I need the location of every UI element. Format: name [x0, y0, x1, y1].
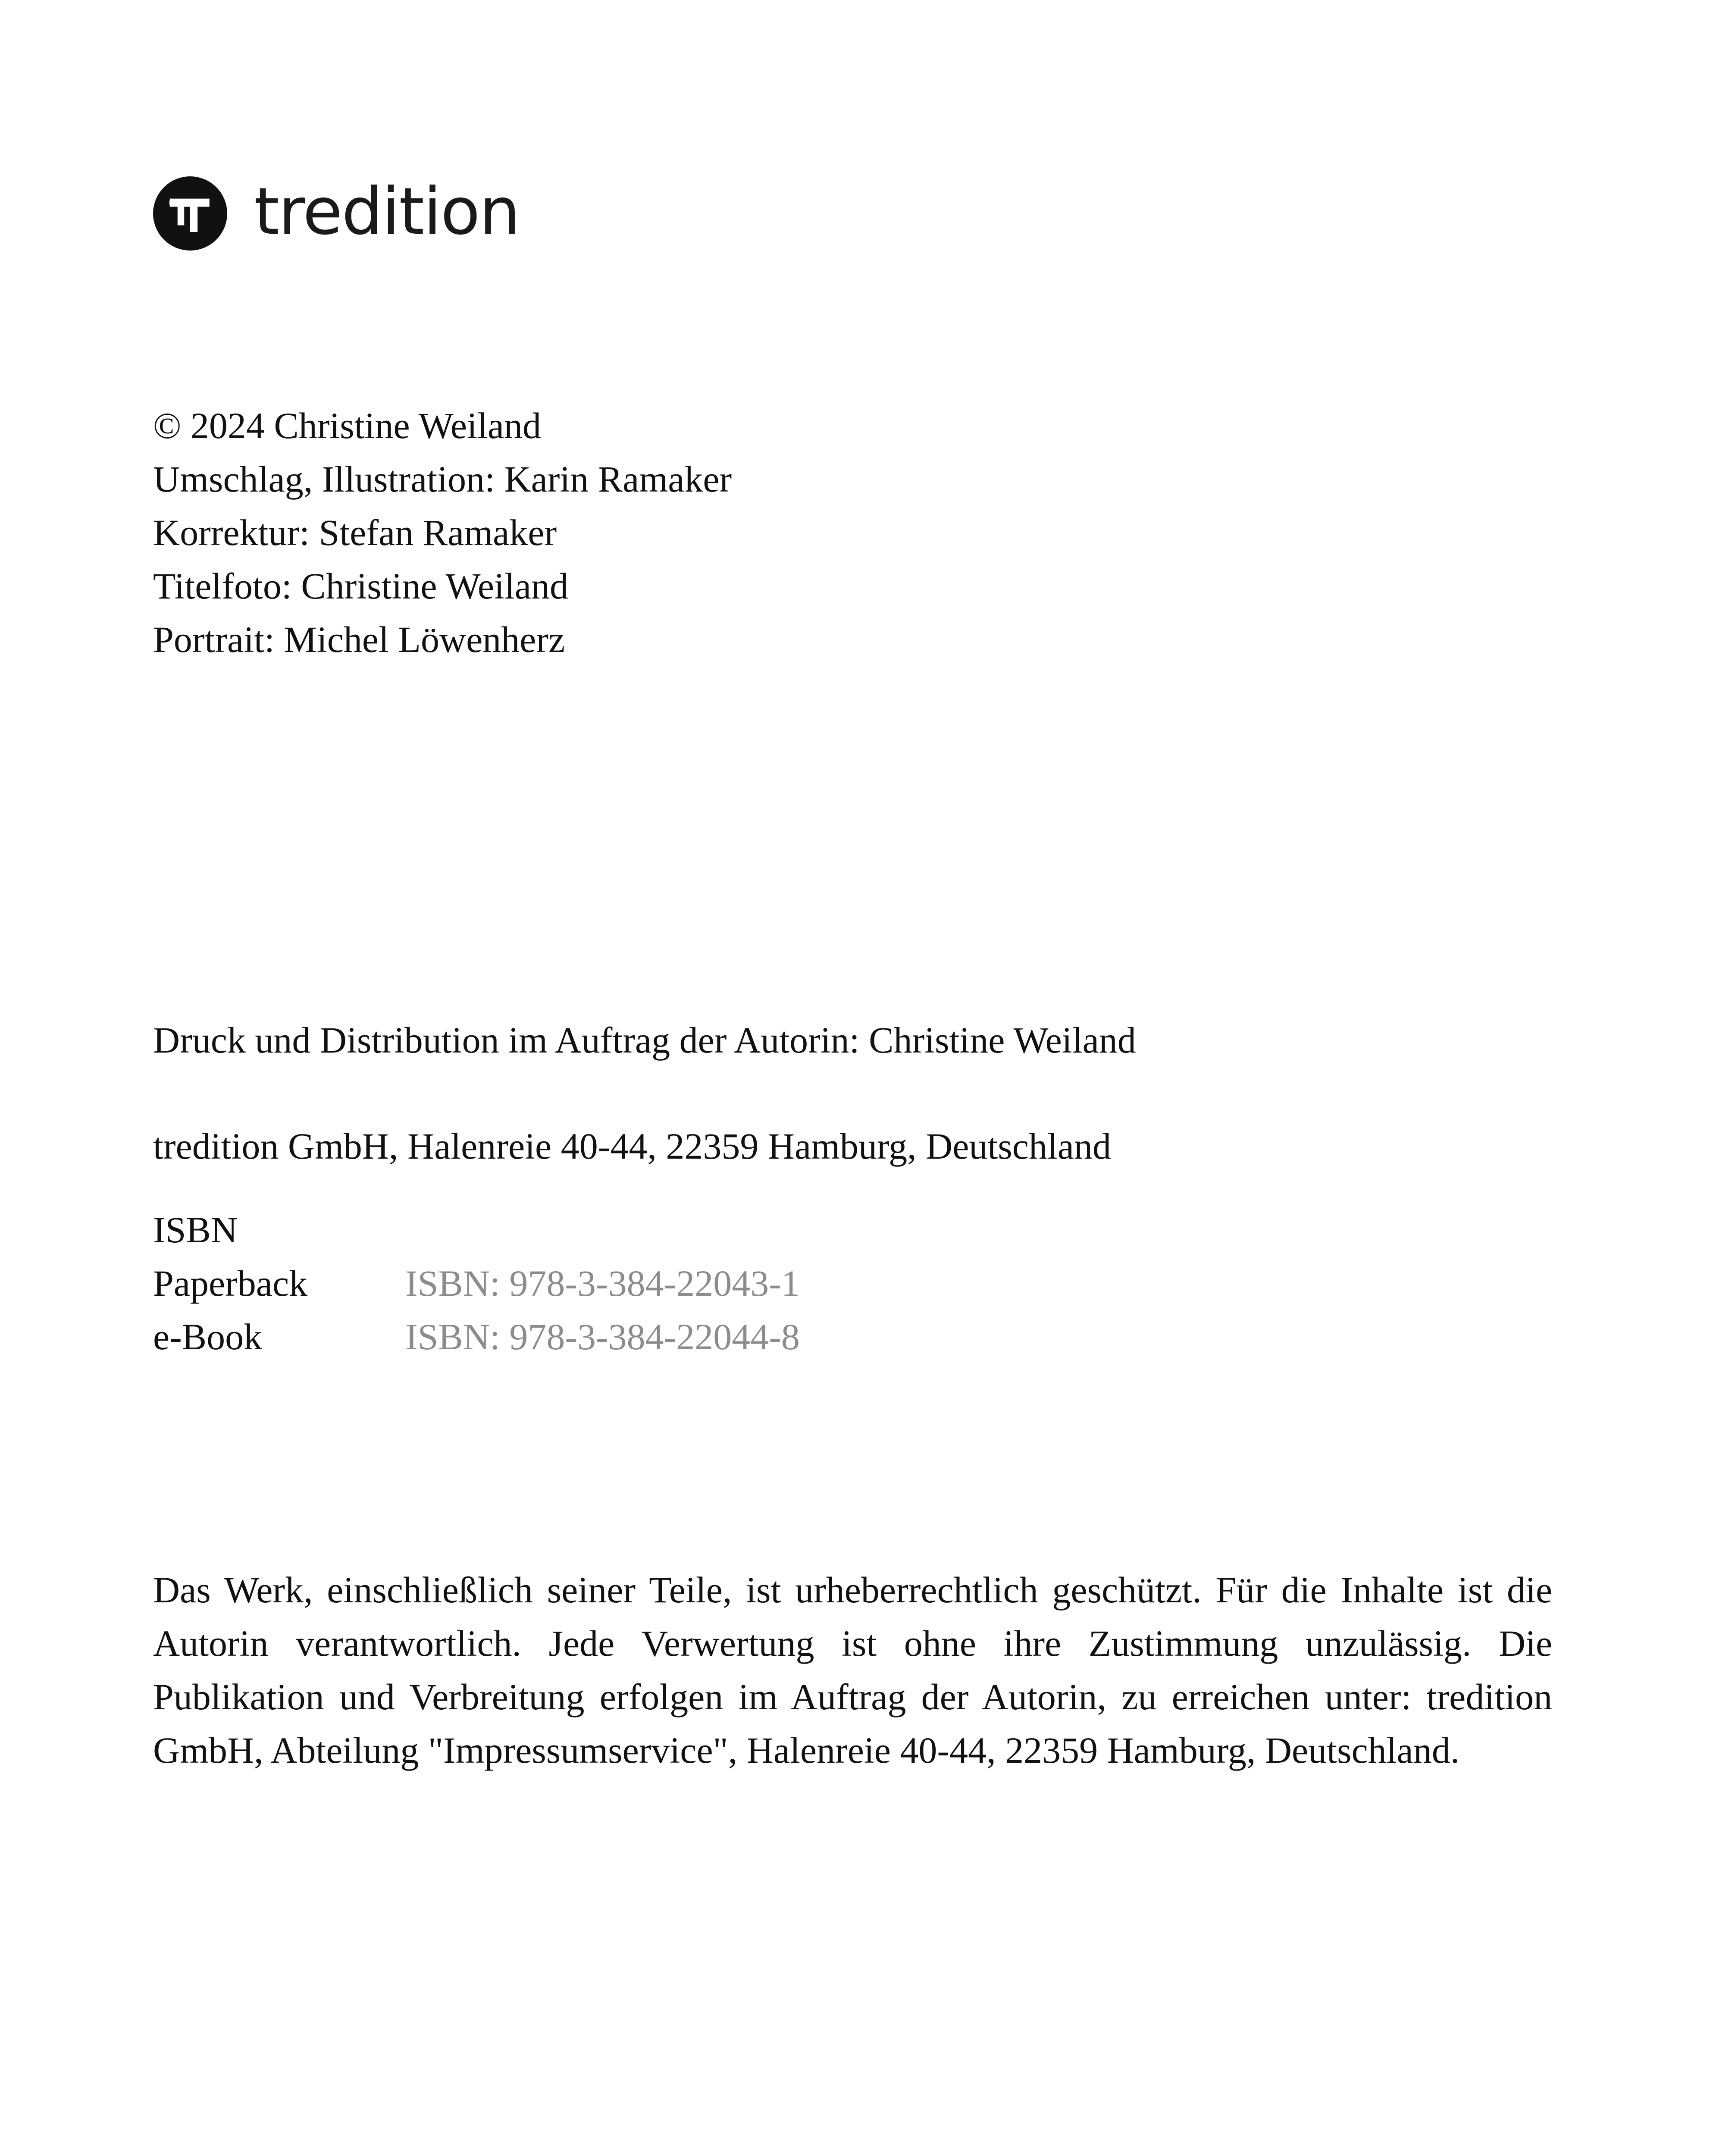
credits-list — [153, 399, 732, 666]
portrait-credit: Portrait: Michel Löwenherz — [153, 619, 565, 660]
publisher-address: tredition GmbH, Halenreie 40-44, 22359 Hamburg, Deutschland — [153, 1125, 1111, 1167]
publisher-wordmark: tredition — [254, 174, 520, 249]
publisher-logo — [153, 175, 520, 252]
cover-illustration-credit: Umschlag, Illustration: Karin Ramaker — [153, 458, 732, 500]
proofreading-credit: Korrektur: Stefan Ramaker — [153, 512, 557, 553]
title-photo-credit: Titelfoto: Christine Weiland — [153, 565, 568, 607]
isbn-format-label: Paperback — [153, 1263, 308, 1304]
isbn-format-label: e-Book — [153, 1316, 263, 1357]
printing-note: Druck und Distribution im Auftrag der Autorin: Christine Weiland — [153, 1019, 1136, 1061]
isbn-number: ISBN: 978-3-384-22044-8 — [405, 1316, 800, 1357]
isbn-number: ISBN: 978-3-384-22043-1 — [405, 1263, 800, 1304]
legal-notice: Das Werk, einschließlich seiner Teile, ist urheberrechtlich geschützt. Für die Inhalte ist die Autorin verantwortlich. Jede Verwertung ist ohne ihre Zustimmung unzulässig. Die Publikation und Verbreitung erfolgen im Auftrag der Autorin, zu erreichen unter: tredition GmbH, Abteilung "Impressumservice", Halenreie 40-44, 22359 Hamburg, Deutschland. — [153, 1569, 1552, 1771]
isbn-heading-label: ISBN — [153, 1209, 238, 1250]
tredition-logo-mark-icon — [153, 176, 227, 251]
copyright-line: © 2024 Christine Weiland — [153, 405, 542, 446]
